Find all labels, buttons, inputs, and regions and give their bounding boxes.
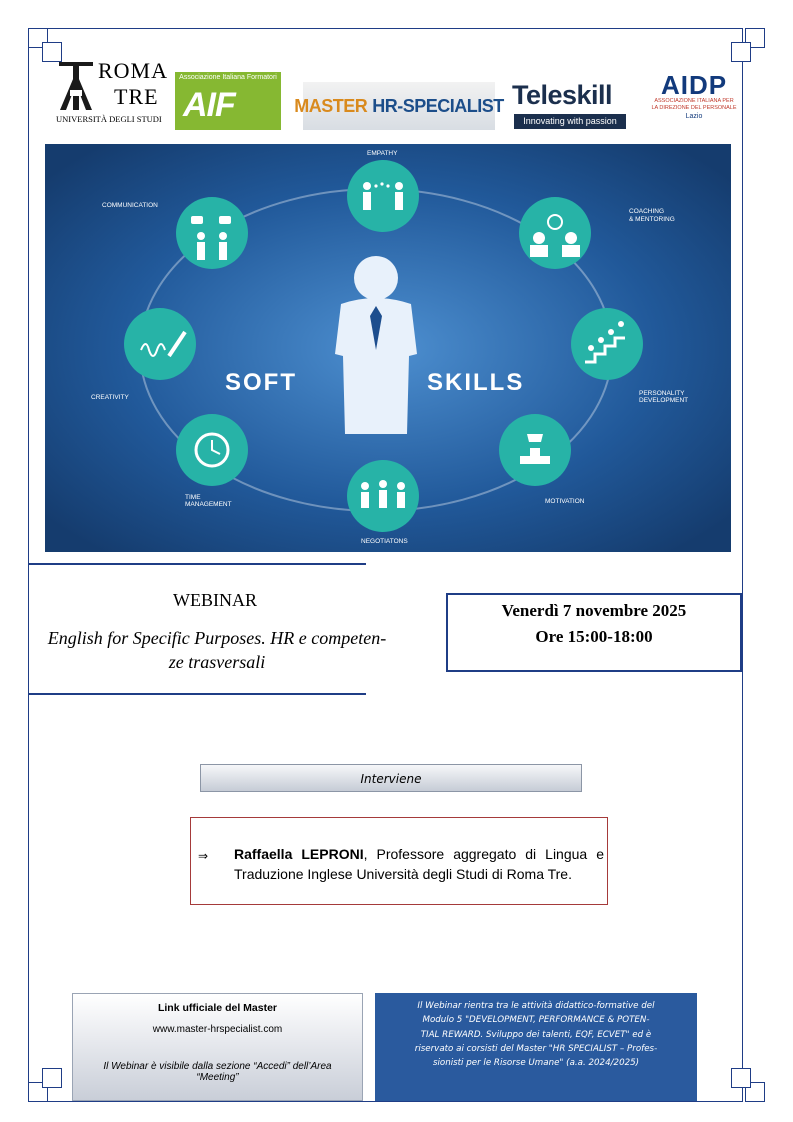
master-logo-part2: HR-SPECIALIST [372,95,504,116]
link-box-title: Link ufficiale del Master [157,1002,278,1014]
creativity-circle [124,308,196,380]
label-negotiations: NEGOTIATONS [361,538,408,545]
interviene-banner: Interviene [200,764,582,792]
master-logo-part1: MASTER [294,95,368,116]
motivation-circle [499,414,571,486]
label-empathy: EMPATHY [367,150,398,157]
divider-bottom [28,693,366,695]
roma-tre-logo [56,58,169,128]
webinar-subtitle [30,626,404,674]
info-box [375,993,697,1101]
label-time-2: MANAGEMENT [185,501,232,508]
speaker-description: , Professore aggregato di Lingua e Traduzione Inglese Università degli Studi di Roma Tre. [234,846,604,882]
corner-ornament-bottom-left [28,1058,72,1102]
link-box-note-line2: “Meeting” [196,1072,239,1083]
teleskill-name: Teleskill [512,80,613,110]
info-line-3: TIAL REWARD. Sviluppo dei talenti, EQF, ECVET" ed è [420,1029,652,1040]
speaker-text [234,844,604,884]
coaching-circle [519,197,591,269]
webinar-title: WEBINAR [173,590,257,610]
skills-word: SKILLS [427,369,525,396]
master-website-link[interactable]: www.master-hrspecialist.com [152,1024,283,1035]
teleskill-logo [512,80,628,130]
label-coaching-1: COACHING [629,208,665,215]
date-time: Ore 15:00-18:00 [535,627,653,646]
info-line-1: Il Webinar rientra tra le attività didattico-formative del [417,1001,655,1011]
aif-caption: Associazione Italiana Formatori [179,74,277,81]
aidp-logo [645,72,743,132]
webinar-subtitle-line2: ze trasversali [168,652,266,672]
label-creativity: CREATIVITY [91,394,129,401]
roma-tre-line3: UNIVERSITÀ DEGLI STUDI [56,114,162,124]
master-hr-specialist-logo [294,82,504,130]
aidp-name: AIDP [660,70,728,100]
link-box-note-line1: Il Webinar è visibile dalla sezione “Accedi” dell’Area [103,1061,332,1072]
link-box [72,993,363,1101]
communication-circle [176,197,248,269]
soft-skills-illustration [45,144,731,552]
personality-development-circle [571,308,643,380]
label-coaching-2: & MENTORING [629,216,675,223]
empathy-circle [347,160,419,232]
label-personality-2: DEVELOPMENT [639,397,689,404]
speaker-name: Raffaella LEPRONI [234,846,364,862]
roma-tre-line1: ROMA [98,58,169,83]
corner-ornament-bottom-right [721,1058,765,1102]
aif-logo [175,72,281,130]
label-personality-1: PERSONALITY [639,390,685,397]
roma-tre-emblem-icon [56,60,96,112]
corner-ornament-top-right [721,28,765,72]
time-management-circle [176,414,248,486]
divider-top [28,563,366,565]
webinar-subtitle-line1: English for Specific Purposes. HR e competen- [47,628,387,648]
arrow-right-icon: ⇒ [198,849,209,863]
date-day: Venerdì 7 novembre 2025 [501,601,687,620]
label-communication: COMMUNICATION [102,202,158,209]
aidp-line1: ASSOCIAZIONE ITALIANA PER [654,98,734,104]
info-line-4: riservato ai corsisti del Master "HR SPECIALIST – Profes- [414,1043,658,1054]
aidp-line3: Lazio [685,113,703,120]
label-time-1: TIME [185,494,201,501]
info-line-5: sionisti per le Risorse Umane" (a.a. 2024/2025) [432,1058,640,1069]
negotiations-circle [347,460,419,532]
roma-tre-line2: TRE [114,84,159,109]
date-box [446,593,742,672]
aif-name: AIF [183,86,235,124]
teleskill-tagline: Innovating with passion [514,114,626,129]
info-line-2: Modulo 5 "DEVELOPMENT, PERFORMANCE & POTEN- [422,1015,650,1026]
soft-word: SOFT [225,369,297,396]
label-motivation: MOTIVATION [545,498,585,505]
aidp-line2: LA DIREZIONE DEL PERSONALE [651,105,737,111]
